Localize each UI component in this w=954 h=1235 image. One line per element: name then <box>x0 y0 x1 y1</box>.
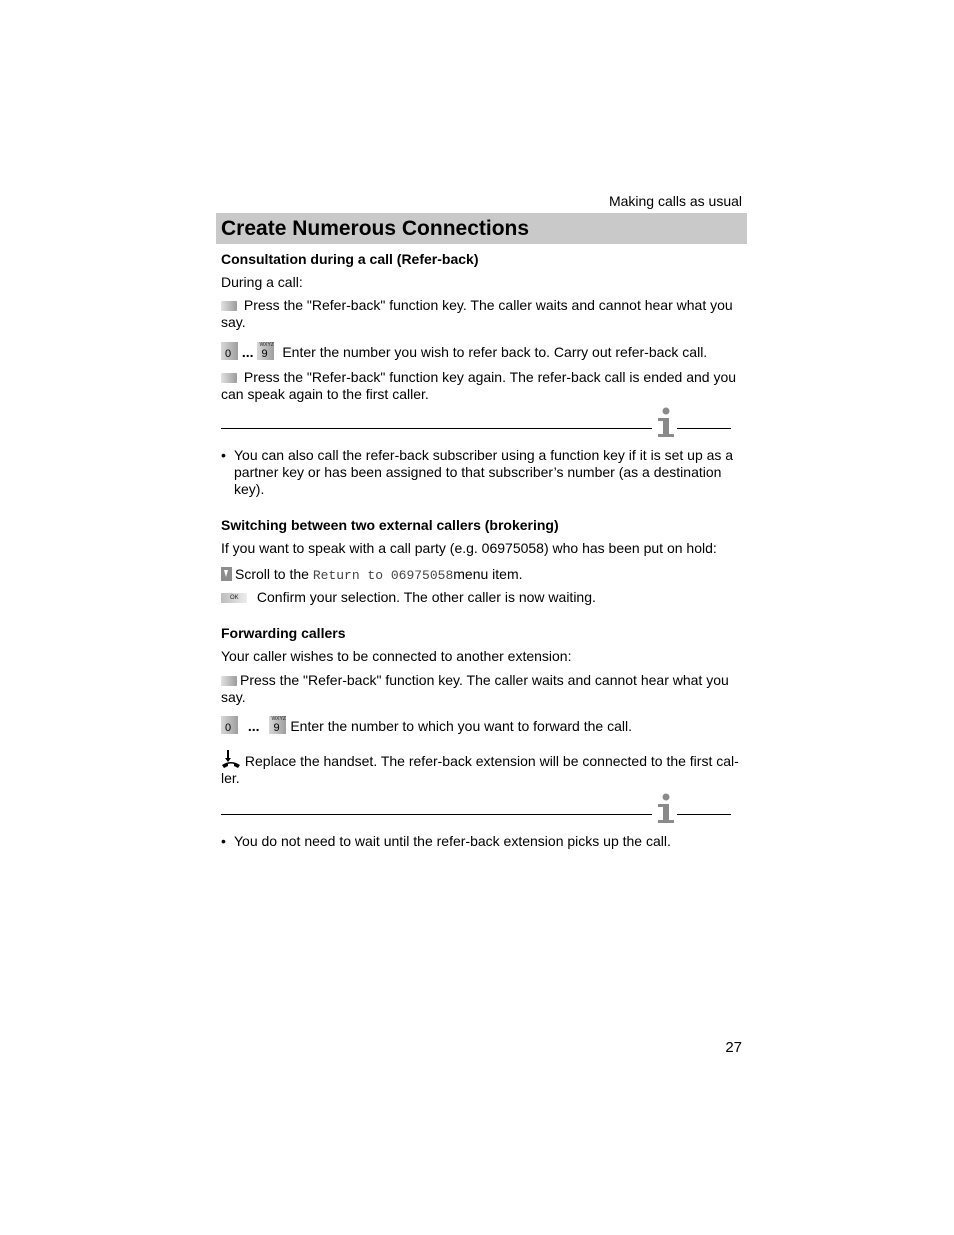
section-heading-brokering: Switching between two external callers (brokering) <box>221 517 559 533</box>
forwarding-step-3 <box>221 749 741 787</box>
brokering-step-1 <box>221 566 741 584</box>
digit-key-icon: WXYZ 9 <box>259 342 274 360</box>
function-key-icon <box>221 676 237 686</box>
running-head: Making calls as usual <box>608 193 742 209</box>
brokering-step-2 <box>221 589 741 606</box>
section-heading-forwarding: Forwarding callers <box>221 625 346 641</box>
digit-key-icon: 0 <box>221 716 238 734</box>
forwarding-step-1-text: Press the "Refer-back" function key. The caller waits and cannot hear what you say. <box>221 672 729 705</box>
digit-key-icon: WXYZ 9 <box>271 716 286 734</box>
consultation-note: You can also call the refer-back subscriber using a function key if it is set up as a partner key or has been assigned to that subscriber’s number (as a destination key). <box>234 447 734 497</box>
forwarding-step-3-text: Replace the handset. The refer-back extension will be connected to the first cal-ler. <box>221 753 739 786</box>
consultation-step-3 <box>221 369 741 403</box>
forwarding-step-2-text: Enter the number to which you want to forward the call. <box>290 718 632 734</box>
consultation-step-3-text: Press the "Refer-back" function key again. The refer-back call is ended and you can speak again to the first caller. <box>221 369 737 402</box>
page-title: Create Numerous Connections <box>221 217 530 240</box>
digit-key-icon: 0 <box>221 342 238 360</box>
info-rule <box>677 428 731 429</box>
consultation-step-1-text: Press the "Refer-back" function key. The caller waits and cannot hear what you say. <box>221 297 733 330</box>
brokering-step-2-text: Confirm your selection. The other caller is now waiting. <box>256 589 596 605</box>
forwarding-note: You do not need to wait until the refer-back extension picks up the call. <box>234 833 671 849</box>
info-rule <box>221 428 652 429</box>
ellipsis: ... <box>241 344 254 360</box>
bullet: • <box>221 447 226 463</box>
function-key-icon <box>221 373 237 383</box>
handset-down-icon <box>221 749 241 769</box>
page-title-bar <box>216 213 747 244</box>
consultation-intro: During a call: <box>221 274 303 290</box>
ellipsis: ... <box>247 718 260 734</box>
brokering-intro: If you want to speak with a call party (e.g. 06975058) who has been put on hold: <box>221 540 717 556</box>
brokering-step-1-pre: Scroll to the <box>235 566 309 582</box>
consultation-step-2 <box>221 342 741 361</box>
info-rule <box>221 814 652 815</box>
function-key-icon <box>221 301 237 311</box>
info-rule <box>677 814 731 815</box>
bullet: • <box>221 833 226 849</box>
forwarding-step-2 <box>221 716 741 735</box>
page-number: 27 <box>725 1039 742 1056</box>
ok-key-icon: OK <box>221 593 247 603</box>
menu-item-label: Return to 06975058 <box>312 568 454 583</box>
scroll-key-icon <box>221 567 232 581</box>
section-heading-consultation: Consultation during a call (Refer-back) <box>221 251 479 267</box>
forwarding-step-1 <box>221 672 741 706</box>
info-icon <box>655 406 677 438</box>
brokering-step-1-post: menu item. <box>453 566 523 582</box>
info-icon <box>655 792 677 824</box>
forwarding-intro: Your caller wishes to be connected to another extension: <box>221 648 572 664</box>
consultation-step-1 <box>221 297 741 331</box>
consultation-step-2-text: Enter the number you wish to refer back to. Carry out refer-back call. <box>282 344 708 360</box>
